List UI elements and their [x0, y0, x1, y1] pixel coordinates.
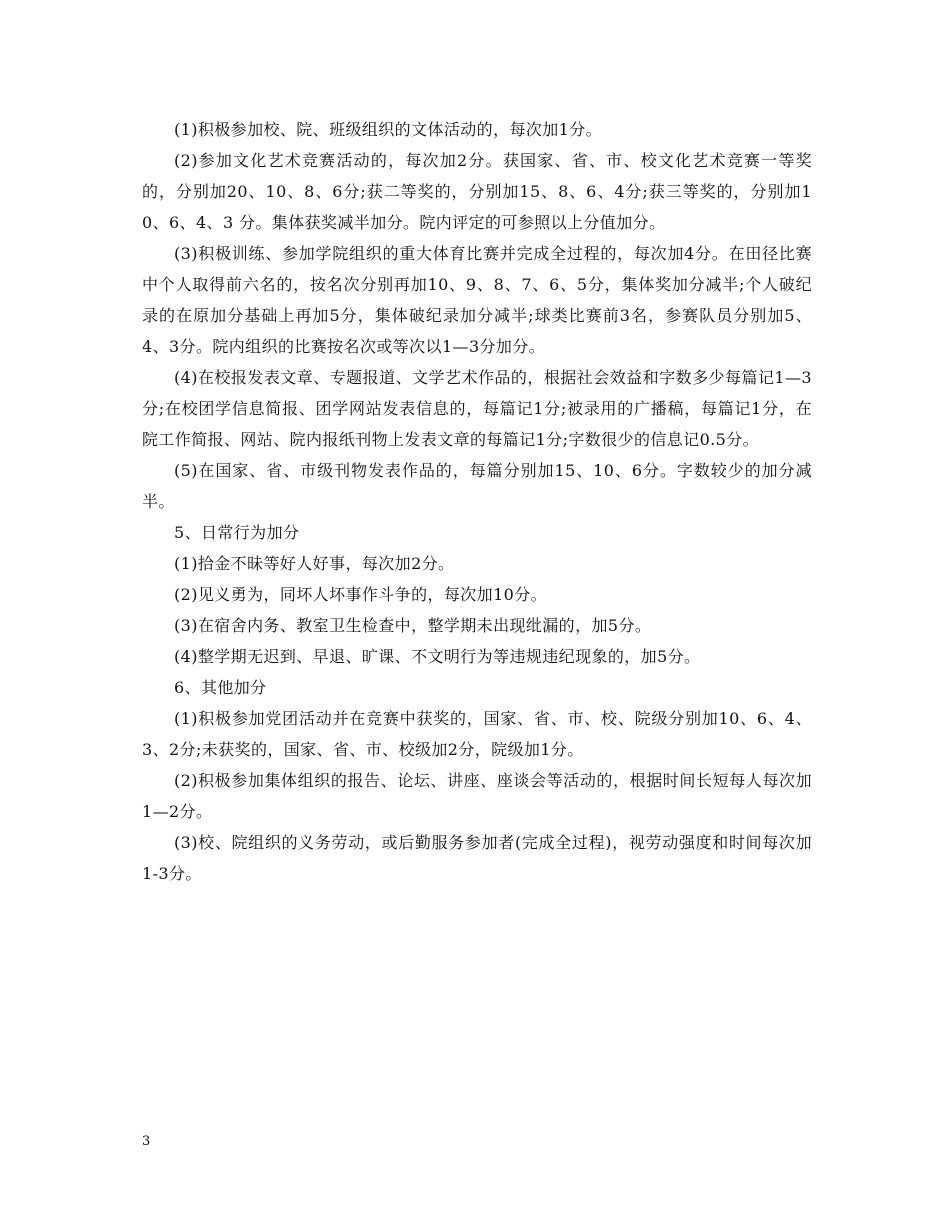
paragraph-3: (3)积极训练、参加学院组织的重大体育比赛并完成全过程的，每次加4分。在田径比赛中个人取得前六名的，按名次分别再加10、9、8、7、6、5分，集体奖加分减半;个人破纪录的在原加分基础上再加5分，集体破纪录加分减半;球类比赛前3名，参赛队员分别加5、4、3分。院内组织的比赛按名次或等次以1—3分加分。 — [142, 244, 812, 356]
section-heading-other-bonus: 6、其他加分 — [174, 678, 267, 697]
paragraph-1: (1)积极参加校、院、班级组织的文体活动的，每次加1分。 — [174, 120, 603, 139]
paragraph-7: (2)见义勇为，同坏人坏事作斗争的，每次加10分。 — [174, 585, 548, 604]
paragraph-12: (3)校、院组织的义务劳动，或后勤服务参加者(完成全过程)，视劳动强度和时间每次加1-3分。 — [142, 833, 812, 883]
paragraph-10: (1)积极参加党团活动并在竞赛中获奖的，国家、省、市、校、院级分别加10、6、4、3、2分;未获奖的，国家、省、市、校级加2分，院级加1分。 — [142, 709, 812, 759]
paragraph-2: (2)参加文化艺术竞赛活动的，每次加2分。获国家、省、市、校文化艺术竞赛一等奖的，分别加20、10、8、6分;获二等奖的，分别加15、8、6、4分;获三等奖的，分别加10、6、4、3 分。集体获奖减半加分。院内评定的可参照以上分值加分。 — [142, 151, 812, 232]
paragraph-6: (1)拾金不昧等好人好事，每次加2分。 — [174, 554, 455, 573]
paragraph-11: (2)积极参加集体组织的报告、论坛、讲座、座谈会等活动的，根据时间长短每人每次加1—2分。 — [142, 771, 812, 821]
section-heading-daily-behavior: 5、日常行为加分 — [174, 523, 300, 542]
paragraph-5: (5)在国家、省、市级刊物发表作品的，每篇分别加15、10、6分。字数较少的加分减半。 — [142, 461, 812, 511]
paragraph-8: (3)在宿舍内务、教室卫生检查中，整学期未出现纰漏的，加5分。 — [174, 616, 652, 635]
document-body — [142, 114, 812, 889]
page-number: 3 — [142, 1134, 151, 1149]
paragraph-9: (4)整学期无迟到、早退、旷课、不文明行为等违规违纪现象的，加5分。 — [174, 647, 701, 666]
paragraph-4: (4)在校报发表文章、专题报道、文学艺术作品的，根据社会效益和字数多少每篇记1—3分;在校团学信息简报、团学网站发表信息的，每篇记1分;被录用的广播稿，每篇记1分，在院工作简报、网站、院内报纸刊物上发表文章的每篇记1分;字数很少的信息记0.5分。 — [142, 368, 812, 449]
